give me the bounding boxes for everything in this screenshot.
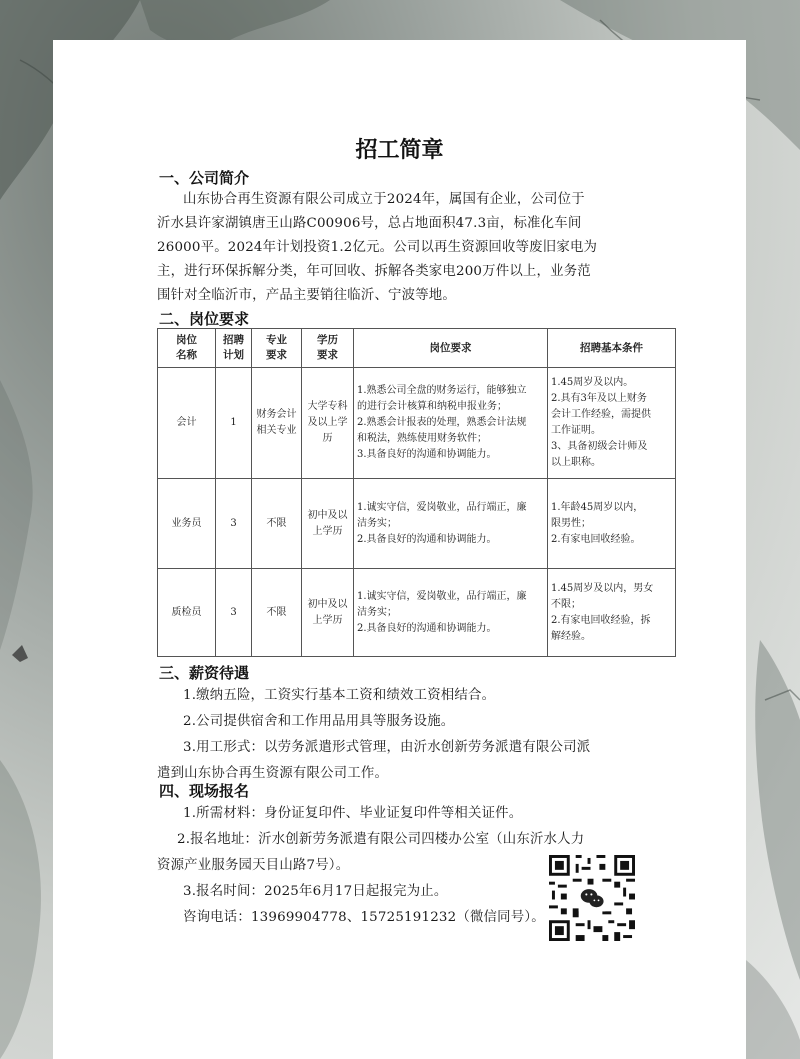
text-line: 2.报名地址：沂水创新劳务派遣有限公司四楼办公室（山东沂水人力 (177, 832, 585, 847)
text-line: 山东协合再生资源有限公司成立于2024年，属国有企业，公司位于 (183, 192, 585, 207)
cell-basic-conditions: 1.45周岁及以内。 2.具有3年及以上财务 会计工作经验，需提供 工作证明。 3、具备初级会计师及 以上职称。 (548, 368, 676, 479)
cell-education: 初中及以 上学历 (302, 479, 354, 569)
text-line: 咨询电话：13969904778、15725191232（微信同号）。 (183, 910, 545, 925)
cell-hiring-count: 1 (216, 368, 252, 479)
cell-basic-conditions: 1.45周岁及以内，男女 不限； 2.有家电回收经验，拆 解经验。 (548, 569, 676, 657)
cell-position-name: 业务员 (158, 479, 216, 569)
table-row (158, 368, 676, 479)
cell-education: 初中及以 上学历 (302, 569, 354, 657)
text-line: 26000平。2024年计划投资1.2亿元。公司以再生资源回收等废旧家电为 (157, 240, 598, 255)
company-intro-paragraph (157, 188, 677, 308)
cell-education: 大学专科 及以上学 历 (302, 368, 354, 479)
cell-position-name: 质检员 (158, 569, 216, 657)
cell-basic-conditions: 1.年龄45周岁以内， 限男性； 2.有家电回收经验。 (548, 479, 676, 569)
wechat-qr-code-icon (549, 855, 635, 941)
section-heading-company-intro: 一、公司简介 (159, 169, 250, 187)
cell-hiring-count: 3 (216, 479, 252, 569)
text-line: 围针对全临沂市，产品主要销往临沂、宁波等地。 (157, 288, 456, 303)
header-hiring-plan: 招聘 计划 (216, 329, 252, 368)
section-heading-job-requirements: 二、岗位要求 (159, 310, 250, 328)
page-title: 招工简章 (355, 138, 444, 163)
section-heading-salary: 三、薪资待遇 (159, 664, 250, 682)
table-row (158, 479, 676, 569)
cell-position-requirement: 1.熟悉公司全盘的财务运行，能够独立 的进行会计核算和纳税申报业务； 2.熟悉会计报表的处理，熟悉会计法规 和税法，熟练使用财务软件； 3.具备良好的沟通和协调能力。 (354, 368, 548, 479)
text-line: 1.缴纳五险，工资实行基本工资和绩效工资相结合。 (183, 688, 496, 703)
text-line: 沂水县许家湖镇唐王山路C00906号，总占地面积47.3亩，标准化车间 (157, 216, 582, 231)
cell-position-requirement: 1.诚实守信，爱岗敬业，品行端正，廉 洁务实； 2.具备良好的沟通和协调能力。 (354, 569, 548, 657)
text-line: 主，进行环保拆解分类，年可回收、拆解各类家电200万件以上，业务范 (157, 264, 591, 279)
recruitment-notice-paper (53, 40, 746, 1059)
job-requirements-table (157, 328, 676, 657)
cell-major: 不限 (252, 479, 302, 569)
text-line: 3.用工形式：以劳务派遣形式管理，由沂水创新劳务派遣有限公司派 (183, 740, 591, 755)
header-position-requirement: 岗位要求 (354, 329, 548, 368)
section-heading-onsite-registration: 四、现场报名 (159, 782, 250, 800)
salary-paragraph (157, 683, 687, 787)
cell-hiring-count: 3 (216, 569, 252, 657)
header-basic-conditions: 招聘基本条件 (548, 329, 676, 368)
header-position-name: 岗位 名称 (158, 329, 216, 368)
table-header-row (158, 329, 676, 368)
text-line: 2.公司提供宿舍和工作用品用具等服务设施。 (183, 714, 455, 729)
text-line: 1.所需材料：身份证复印件、毕业证复印件等相关证件。 (183, 806, 523, 821)
table-row (158, 569, 676, 657)
text-line: 3.报名时间：2025年6月17日起报完为止。 (183, 884, 448, 899)
cell-major: 不限 (252, 569, 302, 657)
cell-position-name: 会计 (158, 368, 216, 479)
cell-position-requirement: 1.诚实守信，爱岗敬业，品行端正，廉 洁务实； 2.具备良好的沟通和协调能力。 (354, 479, 548, 569)
header-major-requirement: 专业 要求 (252, 329, 302, 368)
header-education-requirement: 学历 要求 (302, 329, 354, 368)
cell-major: 财务会计 相关专业 (252, 368, 302, 479)
text-line: 遣到山东协合再生资源有限公司工作。 (157, 766, 389, 781)
text-line: 资源产业服务园天目山路7号）。 (157, 858, 350, 873)
